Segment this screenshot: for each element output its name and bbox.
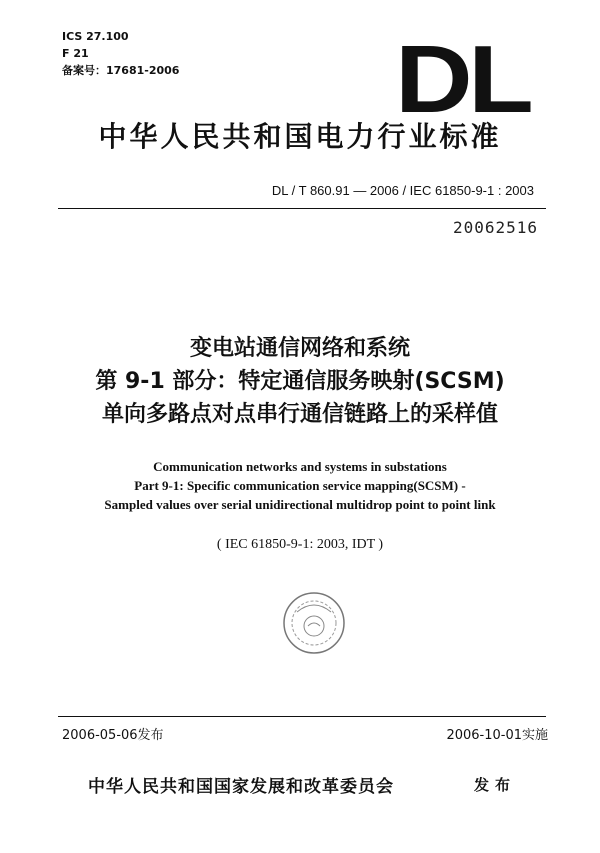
- en-title-line-1: Communication networks and systems in substations: [153, 459, 447, 474]
- en-title-line-2: Part 9-1: Specific communication service mapping(SCSM) -: [134, 478, 466, 493]
- classification-code: F 21: [62, 47, 89, 60]
- cn-title-line-1: 变电站通信网络和系统: [189, 336, 410, 361]
- issue-label: 发布: [474, 776, 517, 794]
- seal-stamp-icon: [281, 590, 347, 656]
- dl-logo: DL: [395, 26, 530, 133]
- filing-number: 备案号：17681-2006: [62, 64, 180, 77]
- cn-title-line-3: 单向多路点对点串行通信链路上的采样值: [101, 402, 498, 427]
- cn-title-line-2: 第 9-1 部分：特定通信服务映射(SCSM): [95, 369, 505, 394]
- adoption-note: ( IEC 61850-9-1: 2003, IDT ): [216, 537, 384, 552]
- issuing-organization: 中华人民共和国国家发展和改革委员会: [88, 777, 394, 797]
- en-title-line-3: Sampled values over serial unidirectional multidrop point to point link: [104, 497, 496, 512]
- ics-code: ICS 27.100: [62, 30, 129, 43]
- implement-date: 2006-10-01实施: [446, 728, 548, 743]
- stamp-number: 20062516: [452, 218, 538, 237]
- top-rule: [58, 208, 546, 209]
- standard-number: DL / T 860.91 — 2006 / IEC 61850-9-1 : 2003: [271, 183, 534, 198]
- publish-date: 2006-05-06发布: [62, 728, 164, 743]
- standard-title: 中华人民共和国电力行业标准: [98, 120, 502, 153]
- bottom-rule: [58, 716, 546, 717]
